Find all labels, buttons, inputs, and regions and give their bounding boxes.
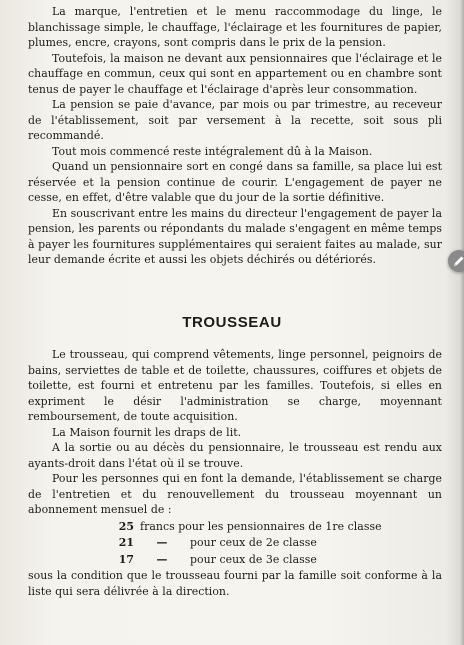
edit-button[interactable] xyxy=(448,250,464,272)
paragraph: Tout mois commencé reste intégralement dû à la Maison. xyxy=(52,144,373,158)
fee-amount: 21 xyxy=(118,536,134,549)
section-heading: TROUSSEAU xyxy=(182,314,282,331)
fee-row xyxy=(108,519,464,536)
section-pension-conditions xyxy=(0,4,464,268)
paragraph: La marque, l'entretien et le menu raccommodage du linge, le blanchissage simple, le chauffage, l'éclairage et les fournitures de papier, plumes, encre, crayons, sont compris dans le prix de la pension. xyxy=(28,5,442,49)
paragraph: La Maison fournit les draps de lit. xyxy=(52,425,242,439)
fee-row xyxy=(108,552,464,569)
fee-amount: 17 xyxy=(118,552,134,566)
fee-description: pour ceux de 2e classe xyxy=(190,536,317,549)
paragraph: A la sortie ou au décès du pensionnaire, le trousseau est rendu aux ayants-droit dans l'état où il se trouve. xyxy=(28,441,442,470)
fee-separator: — xyxy=(156,552,168,566)
closing-paragraph: sous la condition que le trousseau fourni par la famille soit conforme à la liste qui sera délivrée à la direction. xyxy=(28,569,442,598)
fee-row xyxy=(108,535,464,552)
paragraph: Quand un pensionnaire sort en congé dans sa famille, sa place lui est réservée et la pension continue de courir. L'engagement de payer ne cesse, en effet, d'être valable que du jour de la sortie définitive. xyxy=(28,160,442,204)
paragraph: Pour les personnes qui en font la demande, l'établissement se charge de l'entretien et du renouvellement du trousseau moyennant un abonnement mensuel de : xyxy=(28,472,442,516)
fee-description: pour ceux de 3e classe xyxy=(190,552,317,566)
fee-list xyxy=(0,519,464,569)
paragraph: La pension se paie d'avance, par mois ou par trimestre, au receveur de l'établissement, soit par versement à la recette, soit sous pli recommandé. xyxy=(28,98,442,142)
paragraph: Toutefois, la maison ne devant aux pensionnaires que l'éclairage et le chauffage en commun, ceux qui sont en appartement ou en chambre sont tenus de payer le chauffage et l'éclairage d'après leur consommation. xyxy=(28,51,442,96)
page-edge-shadow xyxy=(460,0,464,645)
paragraph: Le trousseau, qui comprend vêtements, linge personnel, peignoirs de bains, serviettes de table et de toilette, chaussures, coiffures et objets de toilette, est fourni et entretenu par les familles. Toutefois, si elles en expriment le désir l'administration se charge, moyennant remboursement, de toute acquisition. xyxy=(28,348,442,423)
fee-description: francs pour les pensionnaires de 1re classe xyxy=(140,519,382,533)
paragraph: En souscrivant entre les mains du directeur l'engagement de payer la pension, les parents ou répondants du malade s'engagent en même temps à payer les fournitures supplémentaires qui seraient faites au malade, sur leur demande écrite et aussi les objets déchirés ou détériorés. xyxy=(28,206,442,266)
fee-separator: — xyxy=(156,536,168,549)
section-trousseau xyxy=(0,347,464,599)
fee-amount: 25 xyxy=(118,519,134,533)
